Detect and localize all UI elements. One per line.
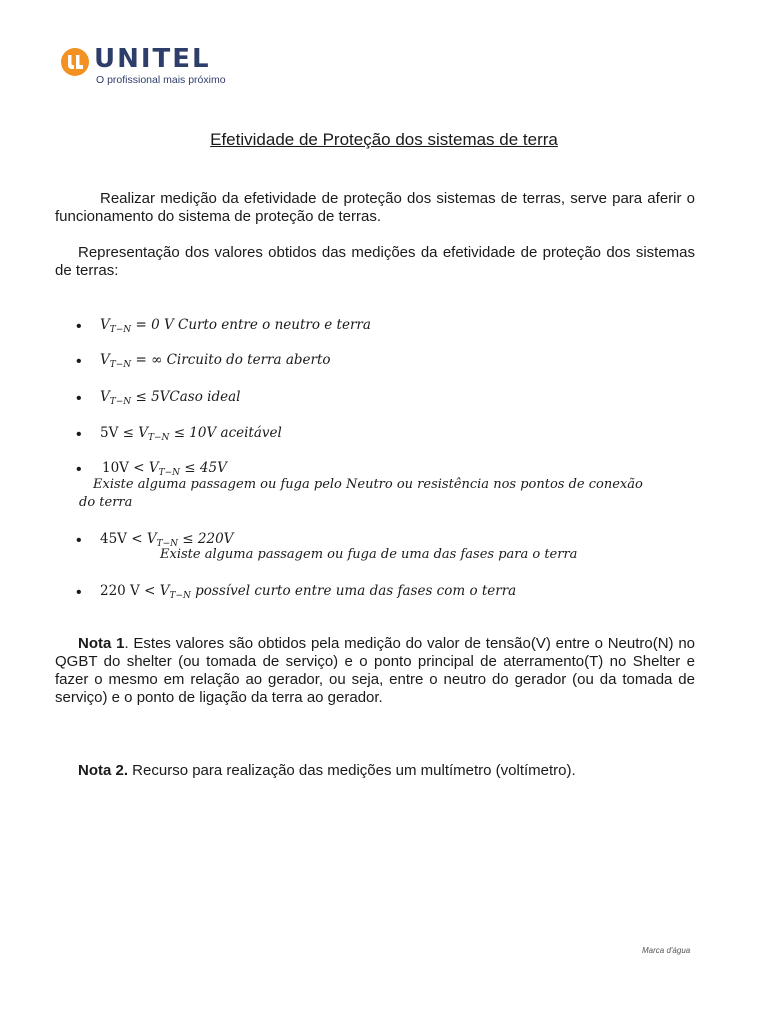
- representation-paragraph: Representação dos valores obtidos das medições da efetividade de proteção dos sistemas de terras:: [55, 244, 695, 279]
- bullet-post: = ∞ Circuito do terra aberto: [131, 352, 331, 368]
- bullet-dot: •: [76, 318, 82, 335]
- logo-tagline: O profissional mais próximo: [96, 74, 226, 86]
- intro-paragraph: Realizar medição da efetividade de proteção dos sistemas de terras, serve para aferir o funcionamento do sistema de proteção de terras.: [55, 190, 695, 225]
- bullet-dot: •: [76, 390, 82, 407]
- bullet-var: V: [138, 425, 148, 441]
- bullet-sub: T−N: [147, 433, 170, 443]
- bullet-item-4: [100, 424, 282, 447]
- bullet-item-2: [100, 351, 331, 374]
- bullet-dot: •: [76, 353, 82, 370]
- bullet-pre: 45V <: [100, 531, 147, 547]
- bullet-var: V: [148, 460, 159, 476]
- bullet-post: ≤ 220V: [178, 531, 234, 547]
- bullet-sub: T−N: [109, 397, 132, 407]
- bullet-item-7: [100, 582, 516, 605]
- bullet-post: ≤ 45V: [180, 460, 227, 476]
- note-2-label: Nota 2.: [78, 762, 129, 779]
- bullet-dot: •: [76, 532, 82, 549]
- bullet-6-description: Existe alguma passagem ou fuga de uma das fases para o terra: [160, 547, 578, 562]
- bullet-sub: T−N: [158, 468, 180, 478]
- note-2-text: Recurso para realização das medições um multímetro (voltímetro).: [128, 762, 576, 779]
- note-1: [55, 635, 695, 707]
- bullet-post: possível curto entre uma das fases com o terra: [190, 583, 517, 599]
- bullet-var: V: [159, 583, 170, 599]
- bullet-post: = 0 V Curto entre o neutro e terra: [131, 317, 371, 333]
- note-1-label: Nota 1: [78, 635, 125, 652]
- logo-wordmark: UNITEL: [94, 44, 211, 74]
- bullet-var: V: [100, 317, 110, 333]
- bullet-pre: 10V <: [102, 460, 149, 476]
- bullet-sub: T−N: [109, 325, 132, 335]
- bullet-pre: 5V ≤: [100, 425, 139, 441]
- bullet-pre: 220 V <: [100, 583, 160, 599]
- bullet-sub: T−N: [109, 360, 132, 370]
- bullet-sub: T−N: [156, 539, 178, 549]
- bullet-var: V: [100, 389, 110, 405]
- bullet-item-1: [100, 316, 371, 339]
- watermark-label: Marca d'água: [642, 946, 691, 955]
- bullet-var: V: [100, 352, 110, 368]
- bullet-dot: •: [76, 426, 82, 443]
- bullet-dot: •: [76, 584, 82, 601]
- document-title: Efetividade de Proteção dos sistemas de terra: [210, 130, 558, 149]
- bullet-sub: T−N: [169, 591, 191, 601]
- note-1-text: . Estes valores são obtidos pela medição do valor de tensão(V) entre o Neutro(N) no QGBT do shelter (ou tomada de serviço) e o ponto principal de aterramento(T) no Shelter e fazer o mesmo em relação ao gerador, ou seja, entre o neutro do gerador (ou da tomada de serviço) e o ponto de ligação da terra ao gerador.: [55, 635, 696, 706]
- bullet-item-3: [100, 388, 240, 411]
- bullet-post: ≤ 5VCaso ideal: [131, 389, 241, 405]
- note-2: [55, 762, 695, 780]
- bullet-post: ≤ 10V aceitável: [169, 425, 282, 441]
- bullet-var: V: [146, 531, 157, 547]
- bullet-5-description-cont: do terra: [79, 495, 133, 510]
- bullet-dot: •: [76, 461, 82, 478]
- bullet-5-description: Existe alguma passagem ou fuga pelo Neutro ou resistência nos pontos de conexão: [93, 477, 643, 492]
